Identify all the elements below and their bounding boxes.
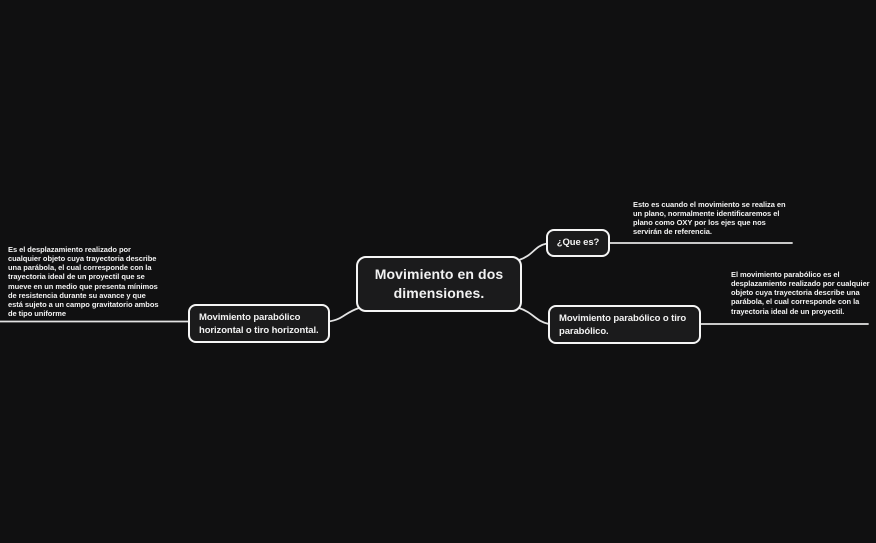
annotation-bottom-right-line3: objeto cuya trayectoria describe una <box>731 288 860 298</box>
topic-parabolico-label-line2: parabólico. <box>559 325 609 337</box>
annotation-bottom-right-line5: trayectoria ideal de un proyectil. <box>731 306 845 316</box>
annotation-bottom-right-line1: El movimiento parabólico es el <box>731 270 840 279</box>
annotation-top-right-line2: un plano, normalmente identificaremos el <box>633 209 780 219</box>
annotation-left-line5: mueve en un medio que presenta mínimos <box>8 281 158 291</box>
annotation-left-line4: trayectoria ideal de un proyectil que se <box>8 272 145 282</box>
annotation-top-right-line4: servirán de referencia. <box>633 227 712 237</box>
annotation-left-text[interactable] <box>8 245 183 318</box>
connector-root-to-que-es <box>519 244 547 261</box>
topic-que-es-label: ¿Que es? <box>556 236 600 248</box>
root-node-movimiento-en-dos-dimensiones[interactable] <box>356 256 522 312</box>
topic-horizontal-label-line1: Movimiento parabólico <box>199 312 301 323</box>
topic-movimiento-parabolico[interactable] <box>548 305 701 344</box>
annotation-left-line2: cualquier objeto cuya trayectoria describe <box>8 254 157 264</box>
annotation-top-right-text[interactable] <box>633 200 808 237</box>
annotation-bottom-right-line4: parábola, el cual corresponde con la <box>731 297 860 307</box>
annotation-left-line7: está sujeto a un campo gravitatorio ambos <box>8 299 159 309</box>
connector-root-to-horizontal <box>329 308 359 322</box>
root-node-label-line1: Movimiento en dos <box>374 266 504 282</box>
annotation-left-line8: de tipo uniforme <box>8 309 66 319</box>
topic-que-es[interactable] <box>546 229 610 257</box>
topic-horizontal-label-line2: horizontal o tiro horizontal. <box>199 324 319 336</box>
root-node-label-line2: dimensiones. <box>393 285 485 301</box>
annotation-top-right-line3: plano como OXY por los ejes que nos <box>633 218 766 228</box>
annotation-left-line1: Es el desplazamiento realizado por <box>8 245 131 254</box>
annotation-bottom-right-text[interactable] <box>731 270 876 316</box>
annotation-bottom-right-line2: desplazamiento realizado por cualquier <box>731 279 870 289</box>
annotation-top-right-line1: Esto es cuando el movimiento se realiza en <box>633 200 786 209</box>
topic-parabolico-label-line1: Movimiento parabólico o tiro <box>559 313 687 324</box>
annotation-left-line6: de resistencia durante su avance y que <box>8 290 146 300</box>
annotation-left-line3: una parábola, el cual corresponde con la <box>8 263 152 273</box>
connector-root-to-parabolico <box>519 308 549 324</box>
topic-movimiento-parabolico-horizontal[interactable] <box>188 304 330 343</box>
